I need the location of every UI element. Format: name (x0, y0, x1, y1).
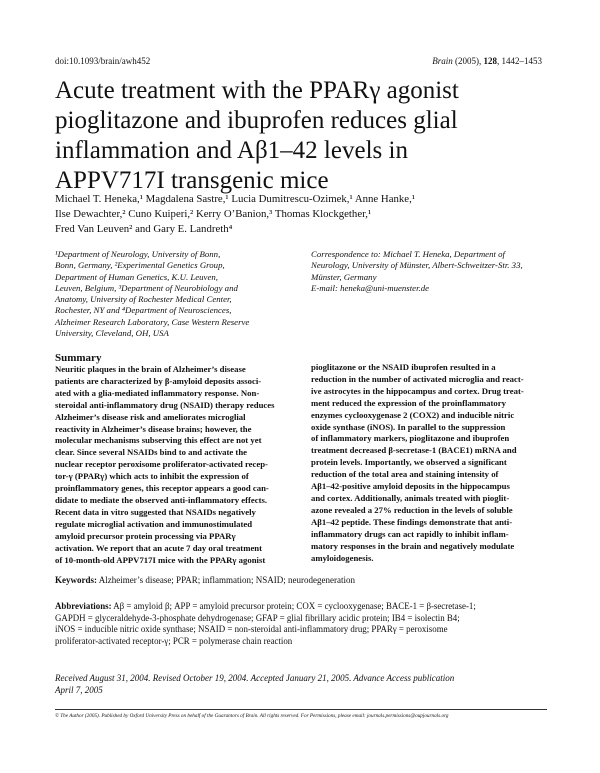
copyright-notice: © The Author (2005). Published by Oxford University Press on behalf of the Guarantors of Brain. All rights reserved. For Permissions, please email: journals.permissions@oupjournals.org (55, 713, 449, 719)
title-line: inflammation and Aβ1–42 levels in (55, 137, 408, 164)
summary-line: protein levels. Importantly, we observed a significant (311, 457, 507, 468)
summary-line: matory responses in the brain and negatively modulate (311, 540, 515, 551)
summary-line: reduction in the number of activated microglia and react- (311, 373, 524, 384)
correspondence-email: E-mail: heneka@uni-muenster.de (311, 282, 430, 293)
abbreviations (55, 601, 550, 647)
summary-line: patients are characterized by β-amyloid deposits associ- (55, 375, 262, 386)
correspondence-line: Neurology, University of Münster, Albert-Schweitzer-Str. 33, (311, 260, 523, 271)
summary-line: regulate microglial activation and immunostimulated (55, 518, 253, 529)
summary-column-left (55, 364, 290, 566)
summary-line: inflammatory drugs can act rapidly to inhibit inflam- (311, 528, 509, 539)
summary-line: ated with a glia-mediated inflammatory response. Non- (55, 387, 260, 398)
summary-line: and cortex. Additionally, animals treated with pioglit- (311, 492, 510, 503)
affiliation-line: ¹Department of Neurology, University of Bonn, (55, 249, 221, 259)
summary-line: ment reduced the expression of the proinflammatory (311, 397, 506, 408)
summary-line: pioglitazone or the NSAID ibuprofen resulted in a (311, 362, 496, 372)
author-line: Ilse Dewachter,² Cuno Kuiperi,² Kerry O’Banion,³ Thomas Klockgether,¹ (55, 208, 372, 220)
article-title (55, 76, 525, 196)
keywords-label: Keywords: (55, 575, 97, 585)
summary-heading: Summary (55, 352, 102, 364)
journal-pages: , 1442–1453 (497, 56, 542, 66)
summary-line: Aβ1–42 peptide. These findings demonstrate that anti- (311, 516, 513, 527)
title-line: Acute treatment with the PPARγ agonist (55, 77, 459, 104)
affiliation-line: Leuven, Belgium, ³Department of Neurobiology and (55, 282, 238, 293)
affiliations (55, 249, 295, 339)
affiliation-line: Bonn, Germany, ²Experimental Genetics Group, (55, 260, 225, 271)
summary-line: nuclear receptor peroxisome proliferator-activated recep- (55, 459, 268, 470)
summary-line: Aβ1–42-positive amyloid deposits in the hippocampus (311, 481, 510, 492)
summary-column-right (311, 362, 546, 564)
summary-line: tor-γ (PPARγ) which acts to inhibit the expression of (55, 471, 249, 482)
affiliation-line: Alzheimer Research Laboratory, Case Western Reserve (55, 316, 250, 327)
journal-year: (2005), (452, 56, 484, 66)
journal-citation (432, 56, 542, 66)
correspondence-line: Correspondence to: Michael T. Heneka, Department of (311, 249, 505, 259)
journal-name: Brain (432, 56, 453, 66)
dates-line: Received August 31, 2004. Revised October 19, 2004. Accepted January 21, 2005. Advance Access publication (55, 673, 455, 683)
correspondence-line: Münster, Germany (311, 271, 377, 282)
keywords-text: Alzheimer’s disease; PPAR; inflammation; NSAID; neurodegeneration (97, 575, 355, 585)
author-list (55, 192, 535, 237)
doi: doi:10.1093/brain/awh452 (55, 56, 151, 66)
summary-line: ive astrocytes in the hippocampus and cortex. Drug treat- (311, 385, 524, 396)
affiliation-line: University, Cleveland, OH, USA (55, 328, 169, 339)
summary-line: reactivity in Alzheimer’s disease brains; however, the (55, 423, 252, 434)
summary-line: oxide synthase (iNOS). In parallel to the suppression (311, 421, 506, 432)
summary-line: reduction of the total area and staining intensity of (311, 469, 499, 480)
abbreviations-line: proliferator-activated receptor-γ; PCR = polymerase chain reaction (55, 635, 293, 646)
summary-line: amyloidogenesis. (311, 552, 374, 563)
journal-volume: 128 (483, 56, 497, 66)
summary-line: Neuritic plaques in the brain of Alzheimer’s disease (55, 364, 246, 374)
summary-line: steroidal anti-inflammatory drug (NSAID) therapy reduces (55, 399, 275, 410)
summary-line: clear. Since several NSAIDs bind to and activate the (55, 447, 248, 458)
summary-line: proinflammatory genes, this receptor appears a good can- (55, 483, 269, 494)
footer-divider (55, 709, 547, 710)
abbreviations-line (55, 601, 550, 613)
summary-line: treatment decreased β-secretase-1 (BACE1) mRNA and (311, 445, 517, 456)
abbreviations-line: GAPDH = glyceraldehyde-3-phosphate dehydrogenase; GFAP = glial fibrillary acidic protein; IB4 = isolectin B4; (55, 612, 460, 623)
title-line: APPV717I transgenic mice (55, 167, 329, 194)
summary-line: Recent data in vitro suggested that NSAIDs negatively (55, 506, 256, 517)
dates-line: April 7, 2005 (55, 685, 103, 695)
summary-line: of inflammatory markers, pioglitazone and ibuprofen (311, 433, 510, 444)
summary-line: azone revealed a 27% reduction in the levels of soluble (311, 504, 513, 515)
abbreviations-label: Abbreviations: (55, 601, 112, 611)
author-line: Michael T. Heneka,¹ Magdalena Sastre,¹ Lucia Dumitrescu-Ozimek,¹ Anne Hanke,¹ (55, 193, 416, 205)
affiliation-line: Department of Human Genetics, K.U. Leuven, (55, 271, 218, 282)
keywords (55, 575, 355, 585)
summary-line: molecular mechanisms subserving this effect are not yet (55, 435, 262, 446)
summary-line: enzymes cyclooxygenase 2 (COX2) and inducible nitric (311, 409, 515, 420)
correspondence (311, 249, 551, 294)
summary-line: amyloid precursor protein processing via PPARγ (55, 530, 236, 541)
publication-dates (55, 672, 550, 696)
affiliation-line: Anatomy, University of Rochester Medical Center, (55, 294, 232, 305)
title-line: pioglitazone and ibuprofen reduces glial (55, 107, 458, 134)
summary-line: of 10-month-old APPV717I mice with the PPARγ agonist (55, 554, 266, 565)
abbreviations-text: Aβ = amyloid β; APP = amyloid precursor protein; COX = cyclooxygenase; BACE-1 = β-secretase-1; (111, 601, 476, 611)
affiliation-line: Rochester, NY and ⁴Department of Neurosciences, (55, 305, 232, 316)
summary-line: activation. We report that an acute 7 day oral treatment (55, 542, 263, 553)
summary-line: Alzheimer’s disease risk and ameliorates microglial (55, 411, 246, 422)
summary-line: didate to mediate the observed anti-inflammatory effects. (55, 494, 268, 505)
abbreviations-line: iNOS = inducible nitric oxide synthase; NSAID = non-steroidal anti-inflammatory drug; PPARγ = peroxisome (55, 624, 448, 635)
author-line: Fred Van Leuven² and Gary E. Landreth⁴ (55, 223, 233, 235)
